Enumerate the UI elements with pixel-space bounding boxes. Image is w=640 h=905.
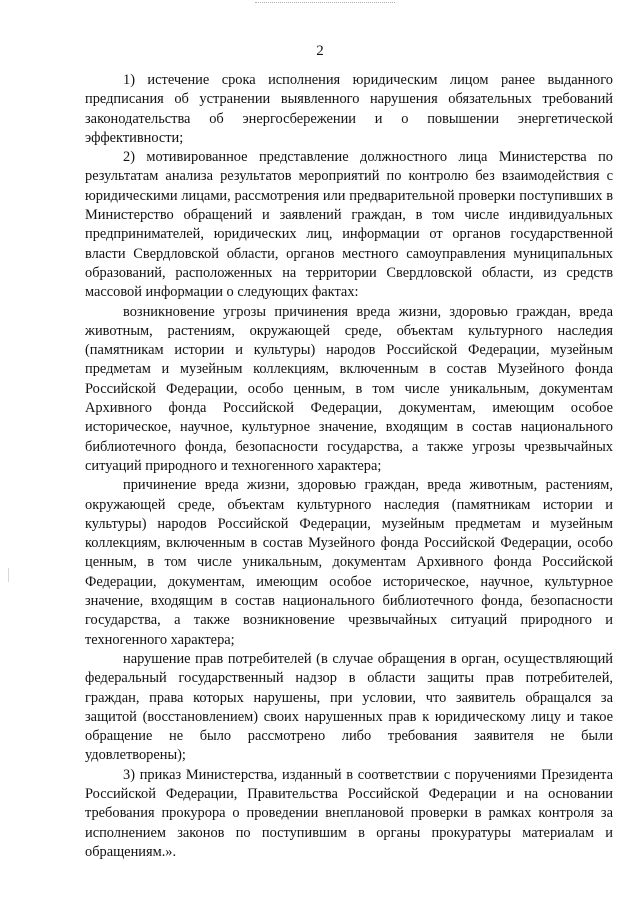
paragraph-3: возникновение угрозы причинения вреда жизни, здоровью граждан, вреда животным, растениям, окружающей среде, объектам культурного наследия (памятникам истории и культуры) народов Российской Федерации, музейным предметам и музейным коллекциям, включенным в состав Музейного фонда Российской Федерации, особо ценным, в том числе уникальным, документам Архивного фонда Российской Федерации, документам, имеющим особое историческое, научное, культурное значение, входящим в состав национального библиотечного фонда, безопасности государства, а также угрозы чрезвычайных ситуаций природного и техногенного характера; <box>85 303 613 474</box>
paragraph-1: 1) истечение срока исполнения юридическим лицом ранее выданного предписания об устранении выявленного нарушения обязательных требований законодательства об энергосбережении и о повышении энергетической эффективности; <box>85 72 613 146</box>
paragraph-6: 3) приказ Министерства, изданный в соответствии с поручениями Президента Российской Федерации, Правительства Российской Федерации и на основании требования прокурора о проведении внеплановой проверки в рамках контроля за исполнением законов по поступившим в органы прокуратуры материалам и обращениям.». <box>85 766 613 860</box>
page-number: 2 <box>316 43 324 59</box>
paragraph-4: причинение вреда жизни, здоровью граждан, вреда животным, растениям, окружающей среде, объектам культурного наследия (памятникам истории и культуры) народов Российской Федерации, музейным предметам и музейным коллекциям, включенным в состав Музейного фонда Российской Федерации, особо ценным, в том числе уникальным, документам Архивного фонда Российской Федерации, документам, имеющим особое историческое, научное, культурное значение, входящим в состав национального библиотечного фонда, безопасности государства, а также возникновение чрезвычайных ситуаций природного и техногенного характера; <box>85 477 613 648</box>
paragraph-2: 2) мотивированное представление должностного лица Министерства по результатам анализа результатов мероприятий по контролю без взаимодействия с юридическими лицами, рассмотрения или предварительной проверки поступивших в Министерство обращений и заявлений граждан, в том числе индивидуальных предпринимателей, юридических лиц, информации от органов государственной власти Свердловской области, органов местного самоуправления муниципальных образований, расположенных на территории Свердловской области, из средств массовой информации о следующих фактах: <box>85 149 613 301</box>
scan-artifact-top <box>255 2 395 6</box>
paragraph-5: нарушение прав потребителей (в случае обращения в орган, осуществляющий федеральный государственный надзор в области защиты прав потребителей, граждан, права которых нарушены, при условии, что заявитель обращался за защитой (восстановлением) своих нарушенных прав к юридическому лицу и такое обращение не было рассмотрено либо требования заявителя не были удовлетворены); <box>85 650 613 764</box>
document-body <box>85 71 613 862</box>
scan-artifact-margin <box>8 568 12 582</box>
